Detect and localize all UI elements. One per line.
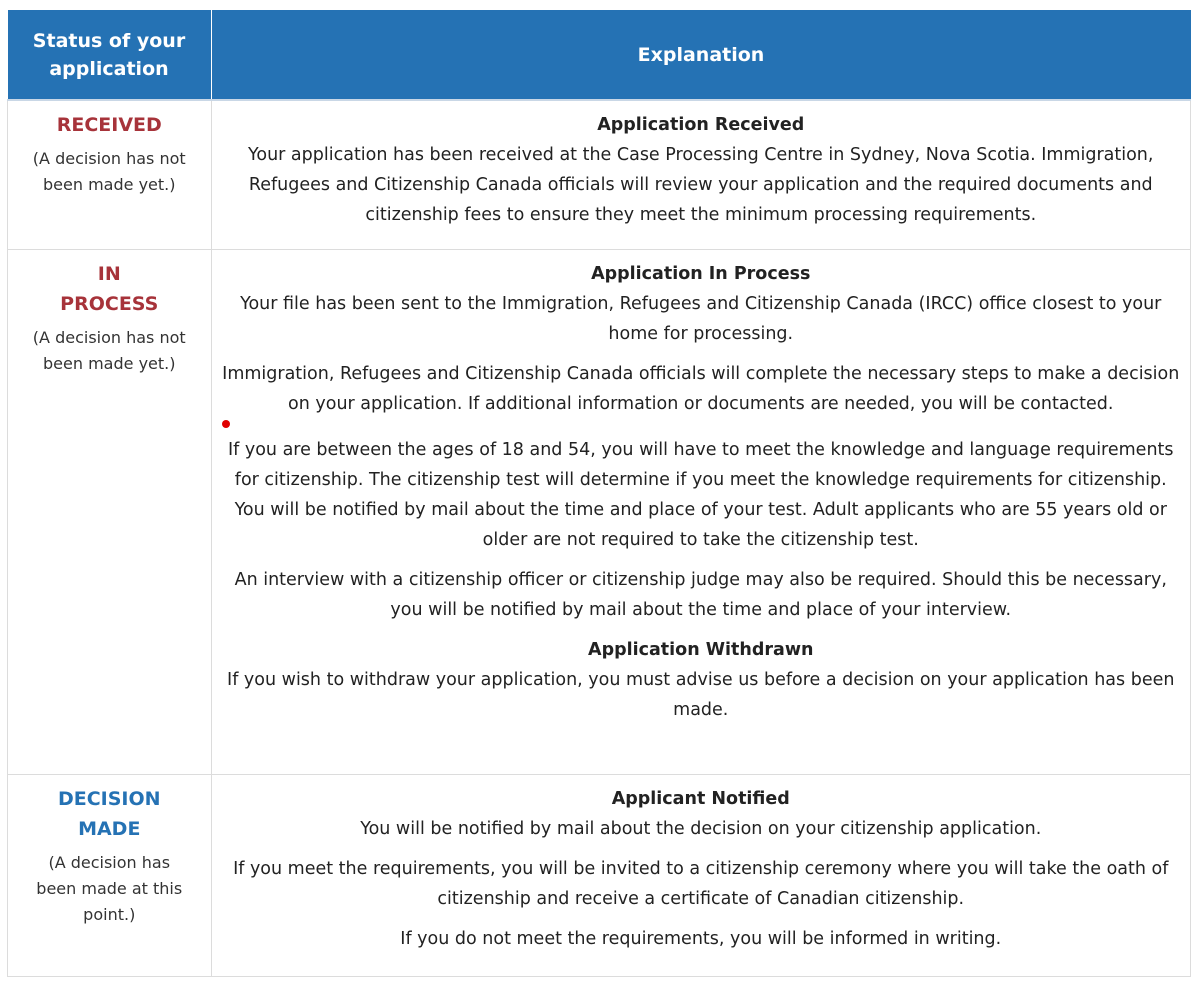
explanation-paragraph: If you do not meet the requirements, you will be informed in writing.: [400, 928, 1002, 949]
explanation-heading: Application In Process: [591, 263, 811, 284]
explanation-column-header: Explanation: [211, 10, 1191, 100]
status-note: (A decision has been made at this point.): [36, 852, 183, 924]
explanation-paragraph: You will be notified by mail about the decision on your citizenship application.: [360, 818, 1042, 839]
status-label: DECISION MADE: [57, 787, 161, 840]
explanation-cell: [211, 249, 1191, 774]
status-note: (A decision has not been made yet.): [32, 149, 186, 194]
status-column-header: Status of your application: [8, 10, 212, 100]
status-note: (A decision has not been made yet.): [32, 327, 186, 373]
explanation-paragraph: An interview with a citizenship officer or citizenship judge may also be required. Should this be necessary, you will be notified by mail about the time and place of your interview.: [234, 569, 1167, 620]
explanation-paragraph: Your application has been received at the Case Processing Centre in Sydney, Nova Scotia. Immigration, Refugees and Citizenship Canada officials will review your application and the required documents and citizenship fees to ensure they meet the minimum processing requirements.: [248, 145, 1154, 225]
explanation-paragraph: If you wish to withdraw your application, you must advise us before a decision on your application has been made.: [227, 669, 1175, 720]
status-label: RECEIVED: [56, 114, 162, 136]
explanation-cell: [211, 100, 1191, 249]
table-row-in-process: [8, 249, 1191, 774]
status-cell: [8, 249, 212, 774]
status-cell: [8, 774, 212, 976]
explanation-cell: [211, 774, 1191, 976]
status-cell: [8, 100, 212, 249]
bullet-dot-icon: [222, 420, 230, 428]
explanation-paragraph: Your file has been sent to the Immigration, Refugees and Citizenship Canada (IRCC) office closest to your home for processing.: [240, 293, 1162, 344]
explanation-heading: Applicant Notified: [611, 788, 790, 809]
status-table: [7, 10, 1191, 977]
explanation-heading: Application Withdrawn: [588, 639, 814, 660]
bullet-text: If you are between the ages of 18 and 54, you will have to meet the knowledge and language requirements for citizenship. The citizenship test will determine if you meet the knowledge requirements for citizenship. You will be notified by mail about the time and place of your test. Adult applicants who are 55 years old or older are not required to take the citizenship test.: [227, 439, 1174, 550]
table-row-decision-made: [8, 774, 1191, 976]
status-label: IN PROCESS: [60, 262, 159, 315]
table-row-received: [8, 100, 1191, 249]
explanation-paragraph: Immigration, Refugees and Citizenship Canada officials will complete the necessary steps to make a decision on your application. If additional information or documents are needed, you will be contacted.: [222, 363, 1180, 414]
header-row: [8, 10, 1191, 100]
bullet-item: [220, 425, 1183, 555]
explanation-heading: Application Received: [597, 115, 805, 135]
explanation-paragraph: If you meet the requirements, you will be invited to a citizenship ceremony where you will take the oath of citizenship and receive a certificate of Canadian citizenship.: [233, 858, 1169, 909]
